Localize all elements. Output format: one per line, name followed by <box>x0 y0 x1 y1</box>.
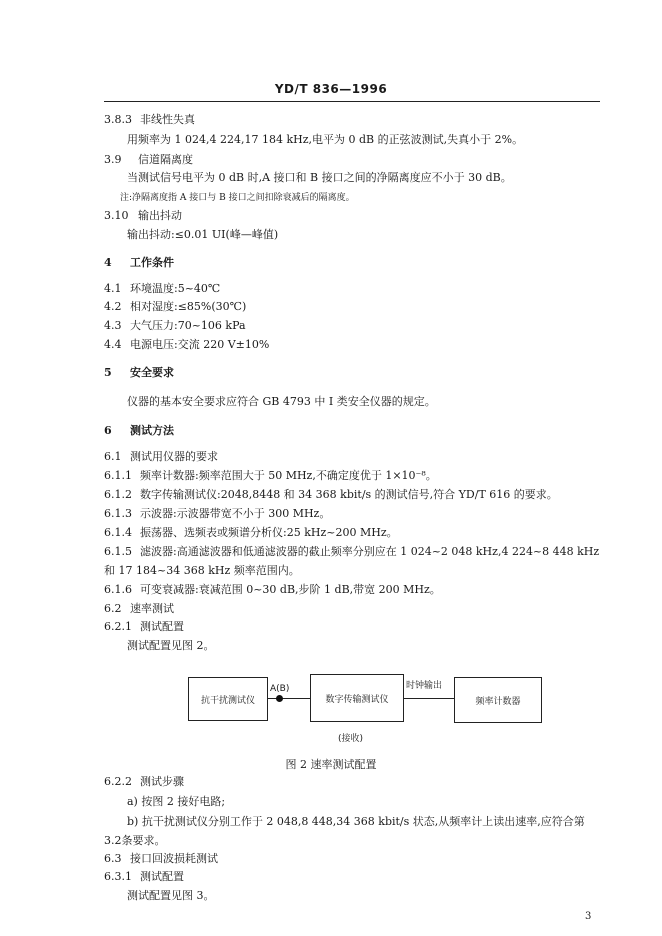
page-header: YD/T 836—1996 <box>274 82 388 96</box>
item-text: 示波器:示波器带宽不小于 300 MHz。 <box>140 507 331 520</box>
paragraph: 测试配置见图 3。 <box>127 889 215 902</box>
list-item <box>104 300 246 314</box>
anti-interference-tester-box: 抗干扰测试仪 <box>188 677 268 721</box>
list-item <box>104 338 269 352</box>
item-text: 振荡器、选频表或频谱分析仪:25 kHz~200 MHz。 <box>140 526 398 539</box>
receive-label: (接收) <box>338 734 364 744</box>
item-text: 频率计数器:频率范围大于 50 MHz,不确定度优于 1×10⁻⁸。 <box>140 469 437 482</box>
item-number: 6.1.1 <box>104 469 132 482</box>
paragraph: 测试配置见图 2。 <box>127 639 215 652</box>
chapter-number: 6 <box>104 424 112 437</box>
item-text: 大气压力:70~106 kPa <box>130 319 246 332</box>
section-title: 测试配置 <box>140 620 184 633</box>
section-number: 6.2.2 <box>104 775 132 788</box>
list-item <box>104 545 599 559</box>
interface-label: A(B) <box>270 684 290 694</box>
section-title: 非线性失真 <box>140 113 195 126</box>
paragraph: 仪器的基本安全要求应符合 GB 4793 中 I 类安全仪器的规定。 <box>127 395 436 408</box>
section-title: 接口回波损耗测试 <box>130 852 218 865</box>
section-title: 信道隔离度 <box>138 153 193 166</box>
section-number: 6.2 <box>104 602 122 615</box>
list-item <box>104 488 558 502</box>
header-rule <box>104 101 600 102</box>
chapter-heading <box>104 256 174 270</box>
paragraph-continuation: 3.2条要求。 <box>104 834 166 847</box>
section-heading <box>104 602 174 616</box>
chapter-number: 4 <box>104 256 112 269</box>
section-number: 6.3.1 <box>104 870 132 883</box>
section-heading <box>104 209 182 223</box>
chapter-heading <box>104 366 174 380</box>
figure-caption: 图 2 速率测试配置 <box>285 758 377 771</box>
item-number: 6.1.4 <box>104 526 132 539</box>
list-item <box>104 583 441 597</box>
section-heading <box>104 620 184 634</box>
item-number: 6.1.6 <box>104 583 132 596</box>
list-item: b) 抗干扰测试仪分别工作于 2 048,8 448,34 368 kbit/s 状态,从频率计上读出速率,应符合第 <box>127 815 585 828</box>
item-text: 可变衰减器:衰减范围 0~30 dB,步阶 1 dB,带宽 200 MHz。 <box>140 583 441 596</box>
section-heading <box>104 775 184 789</box>
item-number: 4.4 <box>104 338 122 351</box>
section-heading <box>104 113 195 127</box>
chapter-title: 测试方法 <box>130 424 174 437</box>
section-heading <box>104 153 193 167</box>
section-title: 测试配置 <box>140 870 184 883</box>
section-number: 6.2.1 <box>104 620 132 633</box>
connector-line <box>267 698 310 699</box>
item-text: 相对湿度:≤85%(30℃) <box>130 300 247 313</box>
note: 注:净隔离度指 A 接口与 B 接口之间扣除衰减后的隔离度。 <box>120 193 355 203</box>
item-text: 环境温度:5~40℃ <box>130 282 221 295</box>
page-number: 3 <box>585 911 592 922</box>
chapter-heading <box>104 424 174 438</box>
section-title: 测试用仪器的要求 <box>130 450 218 463</box>
section-number: 3.10 <box>104 209 129 222</box>
frequency-counter-box: 频率计数器 <box>454 677 542 723</box>
chapter-title: 工作条件 <box>130 256 174 269</box>
section-title: 输出抖动 <box>138 209 182 222</box>
chapter-title: 安全要求 <box>130 366 174 379</box>
section-number: 3.9 <box>104 153 122 166</box>
section-number: 6.3 <box>104 852 122 865</box>
paragraph: 输出抖动:≤0.01 UI(峰—峰值) <box>127 228 279 241</box>
list-item <box>104 319 246 333</box>
section-heading <box>104 870 184 884</box>
item-text: 滤波器:高通滤波器和低通滤波器的截止频率分别应在 1 024~2 048 kHz,4 224~8 448 kHz <box>140 545 600 558</box>
section-title: 速率测试 <box>130 602 174 615</box>
list-item <box>104 526 398 540</box>
clock-output-label: 时钟输出 <box>406 681 443 691</box>
chapter-number: 5 <box>104 366 112 379</box>
item-text: 数字传输测试仪:2048,8448 和 34 368 kbit/s 的测试信号,符合 YD/T 616 的要求。 <box>140 488 558 501</box>
section-heading <box>104 852 218 866</box>
section-number: 6.1 <box>104 450 122 463</box>
paragraph: 用频率为 1 024,4 224,17 184 kHz,电平为 0 dB 的正弦波测试,失真小于 2%。 <box>127 133 524 146</box>
item-text: 电源电压:交流 220 V±10% <box>130 338 270 351</box>
paragraph: 当测试信号电平为 0 dB 时,A 接口和 B 接口之间的净隔离度应不小于 30 dB。 <box>127 171 512 184</box>
list-item <box>104 507 330 521</box>
section-title: 测试步骤 <box>140 775 184 788</box>
item-number: 6.1.5 <box>104 545 132 558</box>
item-number: 4.3 <box>104 319 122 332</box>
connector-line <box>403 698 454 699</box>
item-number: 6.1.3 <box>104 507 132 520</box>
section-heading <box>104 450 218 464</box>
digital-transmission-tester-box: 数字传输测试仪 <box>310 674 404 722</box>
item-number: 6.1.2 <box>104 488 132 501</box>
item-number: 4.2 <box>104 300 122 313</box>
list-item: a) 按图 2 接好电路; <box>127 795 226 808</box>
interface-point <box>276 695 283 702</box>
paragraph-continuation: 和 17 184~34 368 kHz 频率范围内。 <box>104 564 300 577</box>
list-item <box>104 469 437 483</box>
section-number: 3.8.3 <box>104 113 132 126</box>
list-item <box>104 282 220 296</box>
item-number: 4.1 <box>104 282 122 295</box>
